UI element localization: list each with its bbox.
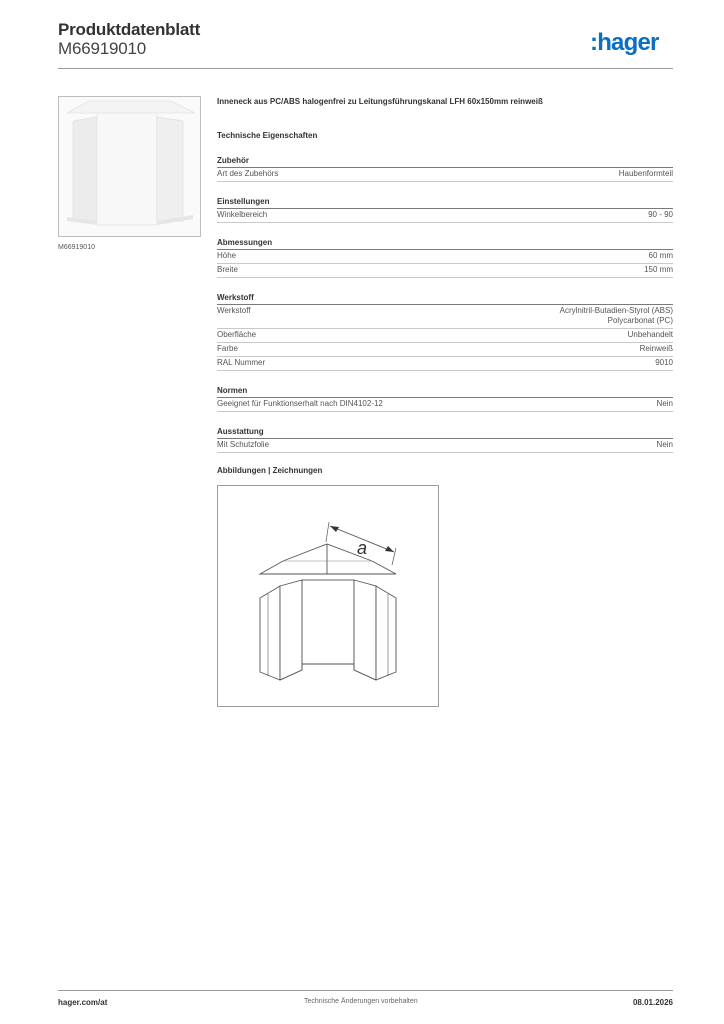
dimension-label: a [357,538,368,558]
document-title: Produktdatenblatt [58,20,201,39]
footer-divider [58,990,673,991]
product-description: Inneneck aus PC/ABS halogenfrei zu Leitungsführungskanal LFH 60x150mm reinweiß [217,97,543,106]
spec-group-title: Werkstoff [217,291,673,305]
svg-text::hager: :hager [590,29,659,56]
spec-group [217,154,673,182]
footer-notice: Technische Änderungen vorbehalten [304,998,418,1005]
spec-label: Werkstoff [217,306,251,315]
spec-value [657,440,673,450]
spec-label: Oberfläche [217,330,257,339]
hager-logo [590,26,678,60]
spec-row [217,329,673,343]
spec-value-line: Unbehandelt [627,330,673,339]
spec-value-line: 90 - 90 [648,210,673,219]
spec-value [649,251,673,261]
spec-row [217,305,673,329]
spec-row [217,439,673,453]
spec-value-line: Polycarbonat (PC) [607,316,673,325]
spec-value-line: Nein [656,440,673,449]
product-photo [58,96,201,237]
spec-group [217,384,673,412]
spec-value [644,265,673,275]
spec-value [655,358,673,368]
spec-group-title: Einstellungen [217,195,673,209]
spec-value [619,169,673,179]
article-number: M66919010 [58,39,146,58]
spec-value-line: Haubenformteil [618,169,673,178]
spec-value [560,306,673,326]
spec-row [217,250,673,264]
spec-value [648,210,673,220]
spec-group [217,291,673,371]
spec-group-title: Abmessungen [217,236,673,250]
spec-group [217,195,673,223]
footer-website-link[interactable]: hager.com/at [58,998,108,1007]
spec-row [217,343,673,357]
footer-date: 08.01.2026 [632,998,673,1007]
spec-row [217,168,673,182]
spec-label: Breite [217,265,238,274]
spec-label: Geeignet für Funktionserhalt nach DIN4102-12 [217,399,383,408]
spec-label: Mit Schutzfolie [217,440,270,449]
spec-group-title: Normen [217,384,673,398]
spec-value-line: 150 mm [644,265,673,274]
photo-caption: M66919010 [58,244,95,251]
figures-heading: Abbildungen | Zeichnungen [217,466,323,475]
spec-group-title: Zubehör [217,154,673,168]
spec-row [217,398,673,412]
spec-value [657,399,673,409]
spec-row [217,357,673,371]
spec-label: Winkelbereich [217,210,268,219]
spec-value [628,330,673,340]
spec-group [217,236,673,278]
spec-value-line: Reinweiß [639,344,673,353]
specifications-table [217,154,673,466]
spec-group [217,425,673,453]
spec-value-line: 9010 [655,358,673,367]
spec-value-line: Nein [656,399,673,408]
spec-group-title: Ausstattung [217,425,673,439]
spec-value [640,344,673,354]
spec-value-line: Acrylnitril-Butadien-Styrol (ABS) [559,306,673,315]
header-divider [58,68,673,69]
technical-drawing [217,485,439,707]
spec-label: Farbe [217,344,238,353]
spec-row [217,209,673,223]
spec-row [217,264,673,278]
spec-label: RAL Nummer [217,358,266,367]
spec-label: Höhe [217,251,237,260]
technical-properties-heading: Technische Eigenschaften [217,131,318,140]
spec-value-line: 60 mm [648,251,673,260]
spec-label: Art des Zubehörs [217,169,279,178]
